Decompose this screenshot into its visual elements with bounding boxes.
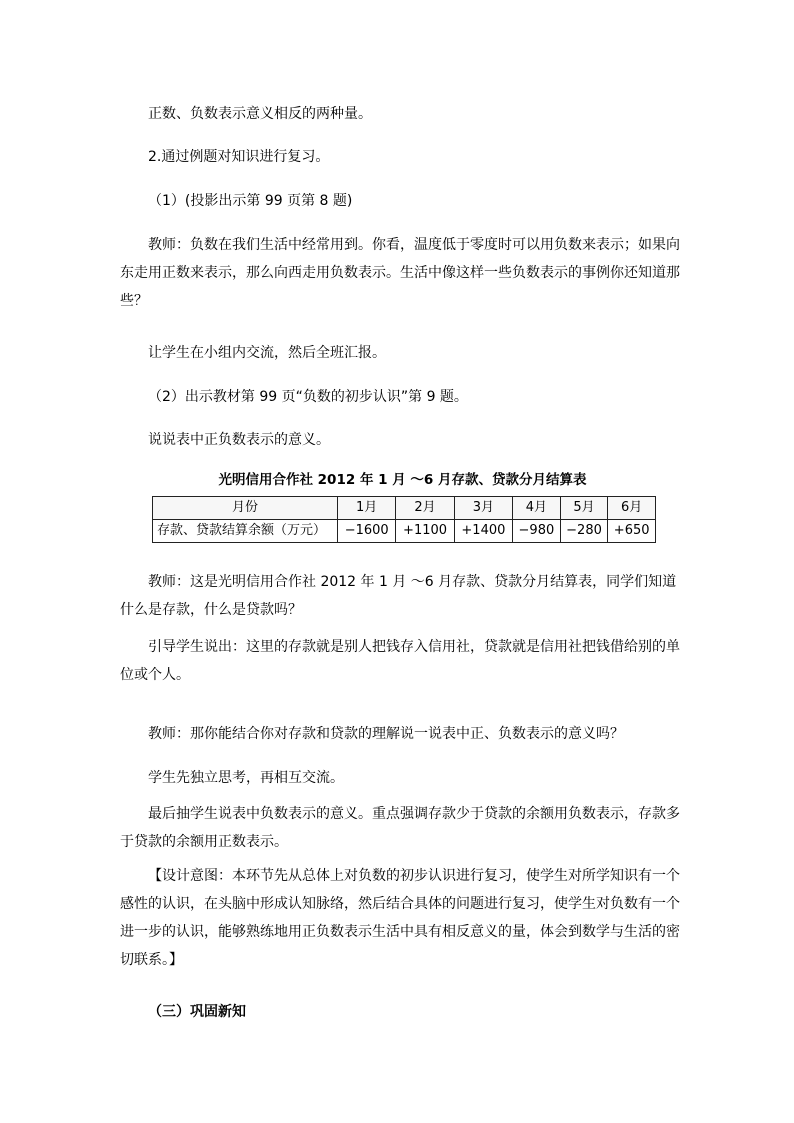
paragraph-teacher-question: 教师：那你能结合你对存款和贷款的理解说一说表中正、负数表示的意义吗？ <box>148 726 624 742</box>
paragraph-guide-students: 引导学生说出：这里的存款就是别人把钱存入信用社，贷款就是信用社把钱借给别的单位或个人。 <box>120 639 680 683</box>
paragraph-item-2: （2）出示教材第 99 页“负数的初步认识”第 9 题。 <box>148 389 468 405</box>
value-cell: −1600 <box>338 520 396 543</box>
paragraph-review-heading: 2.通过例题对知识进行复习。 <box>148 149 330 165</box>
paragraph-design-intent: 【设计意图：本环节先从总体上对负数的初步认识进行复习，使学生对所学知识有一个感性的认识，在头脑中形成认知脉络，然后结合具体的问题进行复习，使学生对负数有一个进一步的认识，能够熟练地用正负数表示生活中具有相反意义的量，体会到数学与生活的密切联系。】 <box>120 868 680 968</box>
table-row <box>153 520 656 543</box>
value-cell: −280 <box>560 520 608 543</box>
table-caption: 光明信用合作社 2012 年 1 月 ～6 月存款、贷款分月结算表 <box>218 472 587 488</box>
value-cell: −980 <box>513 520 561 543</box>
paragraph-item-1: （1）(投影出示第 99 页第 8 题) <box>148 193 353 209</box>
paragraph-teacher-table-intro: 教师：这是光明信用合作社 2012 年 1 月 ～6 月存款、贷款分月结算表，同学们知道什么是存款，什么是贷款吗？ <box>120 574 677 618</box>
balance-table <box>152 496 656 543</box>
month-cell: 3月 <box>454 497 512 520</box>
month-cell: 4月 <box>513 497 561 520</box>
value-cell: +650 <box>608 520 656 543</box>
value-cell: +1100 <box>396 520 454 543</box>
month-cell: 5月 <box>560 497 608 520</box>
section-heading-consolidate: （三）巩固新知 <box>148 1004 246 1020</box>
paragraph-group-discussion: 让学生在小组内交流，然后全班汇报。 <box>148 345 386 361</box>
paragraph-emphasis: 最后抽学生说表中负数表示的意义。重点强调存款少于贷款的余额用负数表示，存款多于贷款的余额用正数表示。 <box>120 806 680 850</box>
table-row-label: 存款、贷款结算余额（万元） <box>153 520 338 543</box>
paragraph-table-prompt: 说说表中正负数表示的意义。 <box>148 432 330 448</box>
month-cell: 2月 <box>396 497 454 520</box>
value-cell: +1400 <box>454 520 512 543</box>
month-cell: 6月 <box>608 497 656 520</box>
paragraph-opposite-quantities: 正数、负数表示意义相反的两种量。 <box>148 106 372 122</box>
table-header-row <box>153 497 656 520</box>
table-header-label: 月份 <box>153 497 338 520</box>
month-cell: 1月 <box>338 497 396 520</box>
paragraph-think-exchange: 学生先独立思考，再相互交流。 <box>148 770 344 786</box>
paragraph-teacher-negative-numbers: 教师：负数在我们生活中经常用到。你看，温度低于零度时可以用负数来表示；如果向东走用正数来表示，那么向西走用负数表示。生活中像这样一些负数表示的事例你还知道那些？ <box>120 237 680 309</box>
